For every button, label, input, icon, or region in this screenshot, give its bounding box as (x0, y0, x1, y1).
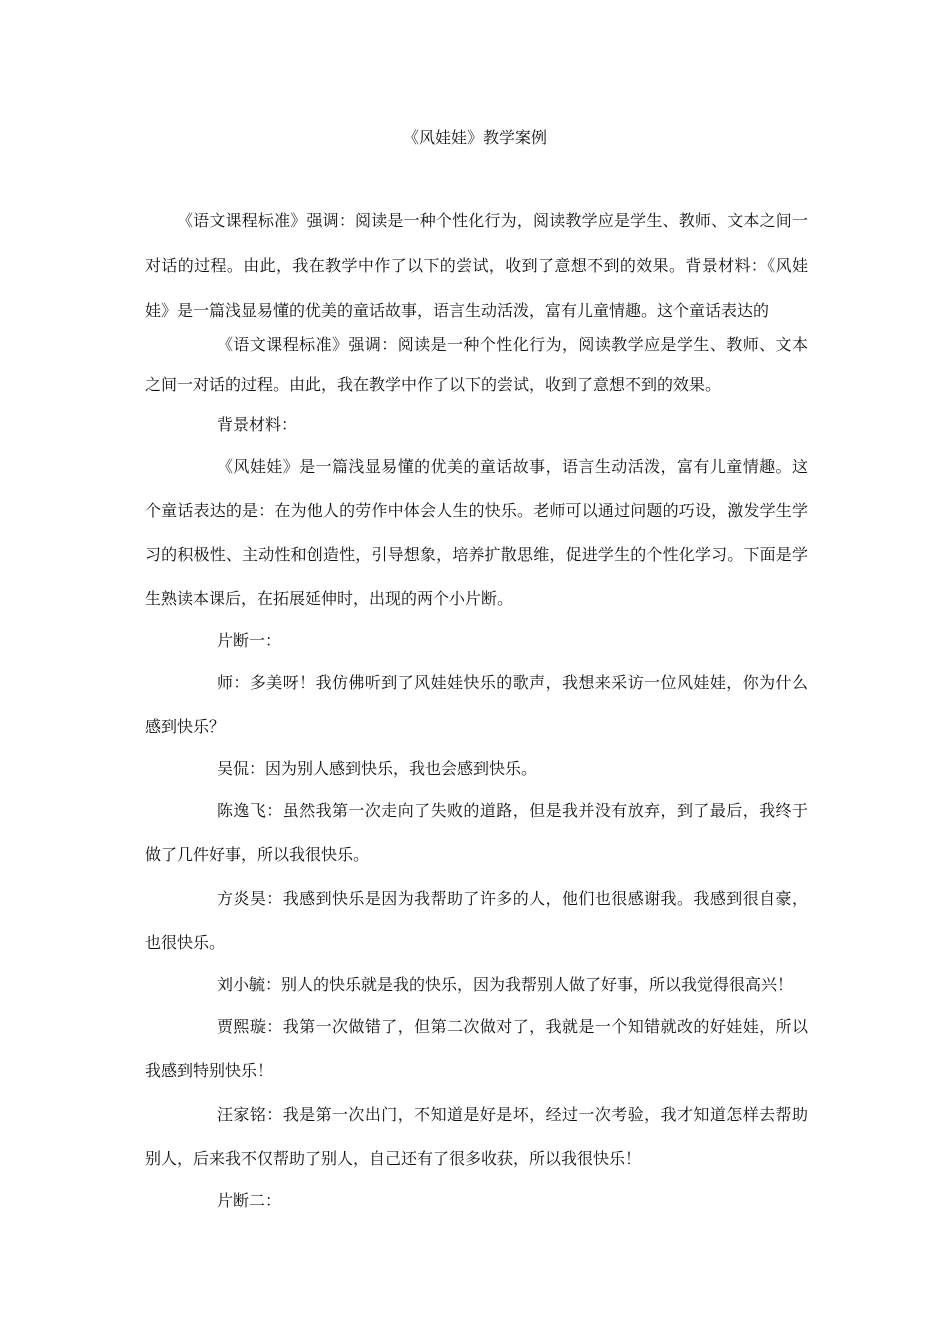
paragraph-student-wangjiaming: 汪家铭：我是第一次出门，不知道是好是坏，经过一次考验，我才知道怎样去帮助别人，后来我不仅帮助了别人，自己还有了很多收获，所以我很快乐！ (145, 1105, 808, 1168)
body-block (145, 325, 808, 1221)
paragraph-student-liuxiaoyu: 刘小毓：别人的快乐就是我的快乐，因为我帮别人做了好事，所以我觉得很高兴！ (217, 975, 794, 994)
paragraph-teacher-question: 师：多美呀！我仿佛听到了风娃娃快乐的歌声，我想来采访一位风娃娃，你为什么感到快乐？ (145, 673, 808, 736)
paragraph-segment-one-label: 片断一： (217, 631, 282, 650)
intro-paragraph: 《语文课程标准》强调：阅读是一种个性化行为，阅读教学应是学生、教师、文本之间一对话的过程。由此，我在教学中作了以下的尝试，收到了意想不到的效果。背景材料：《风娃娃》是一篇浅显易懂的优美的童话故事，语言生动活泼，富有儿童情趣。这个童话表达的 (145, 211, 808, 320)
paragraph-student-wukan: 吴侃：因为别人感到快乐，我也会感到快乐。 (217, 759, 538, 778)
paragraph-student-chenyifei: 陈逸飞：虽然我第一次走向了失败的道路，但是我并没有放弃，到了最后，我终于做了几件好事，所以我很快乐。 (145, 801, 808, 864)
paragraph-background-label: 背景材料： (217, 415, 298, 434)
paragraph-segment-two-label: 片断二： (217, 1191, 282, 1210)
paragraph-background: 《风娃娃》是一篇浅显易懂的优美的童话故事，语言生动活泼，富有儿童情趣。这个童话表达的是：在为他人的劳作中体会人生的快乐。老师可以通过问题的巧设，激发学生学习的积极性、主动性和创造性，引导想象，培养扩散思维，促进学生的个性化学习。下面是学生熟读本课后，在拓展延伸时，出现的两个小片断。 (145, 457, 808, 608)
paragraph-student-jiaxixuan: 贾熙璇：我第一次做错了，但第二次做对了，我就是一个知错就改的好娃娃，所以我感到特别快乐！ (145, 1017, 808, 1080)
paragraph-standard: 《语文课程标准》强调：阅读是一种个性化行为，阅读教学应是学生、教师、文本之间一对话的过程。由此，我在教学中作了以下的尝试，收到了意想不到的效果。 (145, 335, 808, 394)
intro-block (145, 198, 808, 333)
paragraph-student-fangyanhao: 方炎昊：我感到快乐是因为我帮助了许多的人，他们也很感谢我。我感到很自豪，也很快乐。 (145, 889, 808, 952)
document-title: 《风娃娃》教学案例 (402, 128, 547, 147)
